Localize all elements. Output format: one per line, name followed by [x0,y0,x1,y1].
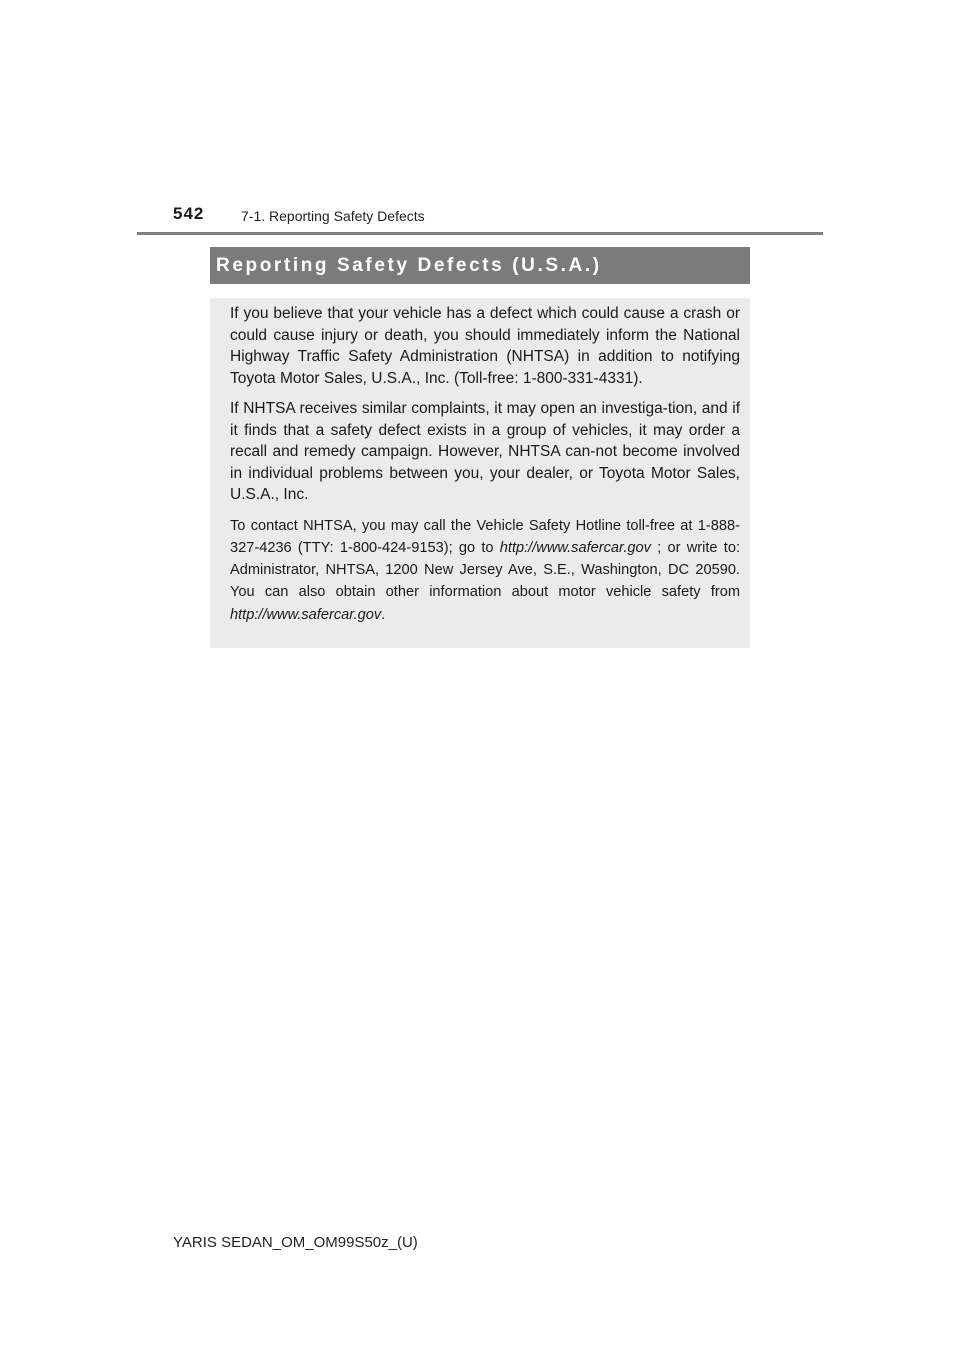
paragraph-contact-nhtsa [230,515,740,626]
contact-text-2: ; or write to: Administrator, NHTSA, 1200 New Jersey Ave, S.E., Washington, DC 20590. You can also obtain other information about motor vehicle safety from [230,539,740,601]
paragraph-defect-report: If you believe that your vehicle has a defect which could cause a crash or could cause injury or death, you should immediately inform the National Highway Traffic Safety Administration (NHTSA) in addition to notifying Toyota Motor Sales, U.S.A., Inc. (Toll-free: 1-800-331-4331). [230,305,740,387]
safercar-link[interactable]: http://www.safercar.gov [499,539,651,556]
section-title: 7-1. Reporting Safety Defects [241,208,425,224]
section-banner [210,247,750,284]
page-number: 542 [173,204,205,223]
info-box [210,298,750,648]
manual-code-footer: YARIS SEDAN_OM_OM99S50z_(U) [173,1234,418,1251]
banner-title: Reporting Safety Defects (U.S.A.) [216,254,602,276]
contact-text-1: To contact NHTSA, you may call the Vehicle Safety Hotline toll-free at 1-888-327-4236 (TTY: 1-800-424-9153); go to [230,517,740,556]
paragraph-nhtsa-investigation: If NHTSA receives similar complaints, it may open an investiga-tion, and if it finds that a safety defect exists in a group of vehicles, it may order a recall and remedy campaign. However, NHTSA can-not become involved in individual problems between you, your dealer, or Toyota Motor Sales, U.S.A., Inc. [230,400,740,503]
safercar-link-2[interactable]: http://www.safercar.gov [230,606,382,623]
header-divider [137,232,823,235]
contact-text-3: . [381,606,386,623]
